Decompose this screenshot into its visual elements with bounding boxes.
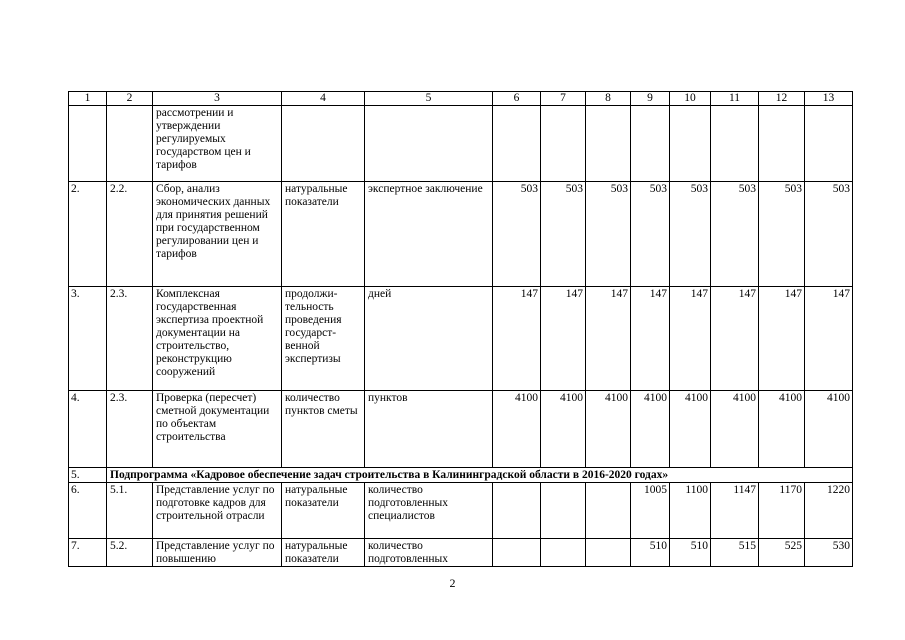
- value-cell: [493, 483, 541, 539]
- table-row: [69, 287, 853, 391]
- activity-name: Представление услуг по повышению: [153, 539, 282, 567]
- value-cell: 147: [759, 287, 805, 391]
- indicator: натуральные показатели: [282, 539, 365, 567]
- activity-code: 5.1.: [107, 483, 153, 539]
- column-number: 13: [805, 92, 853, 106]
- row-index: [69, 106, 107, 182]
- value-cell: 4100: [586, 391, 631, 468]
- value-cell: 525: [759, 539, 805, 567]
- value-cell: 1005: [631, 483, 670, 539]
- value-cell: [586, 483, 631, 539]
- value-cell: 147: [493, 287, 541, 391]
- value-cell: [541, 483, 586, 539]
- document-table: [68, 91, 853, 567]
- value-cell: [493, 539, 541, 567]
- row-index: 7.: [69, 539, 107, 567]
- value-cell: 503: [631, 182, 670, 287]
- value-cell: 147: [711, 287, 759, 391]
- activity-code: 5.2.: [107, 539, 153, 567]
- value-cell: 515: [711, 539, 759, 567]
- activity-name: Комплексная государственная экспертиза проектной документации на строительство, реконструкцию сооружений: [153, 287, 282, 391]
- value-cell: 510: [670, 539, 711, 567]
- row-index: 6.: [69, 483, 107, 539]
- indicator: [282, 106, 365, 182]
- table-row: [69, 483, 853, 539]
- value-cell: [541, 539, 586, 567]
- value-cell: 4100: [670, 391, 711, 468]
- section-row: [69, 468, 853, 483]
- unit: пунктов: [365, 391, 493, 468]
- value-cell: 147: [805, 287, 853, 391]
- activity-code: 2.3.: [107, 391, 153, 468]
- table-row-continuation: [69, 106, 853, 182]
- value-cell: 503: [493, 182, 541, 287]
- activity-code: [107, 106, 153, 182]
- activity-code: 2.3.: [107, 287, 153, 391]
- value-cell: 147: [541, 287, 586, 391]
- indicator: натуральные показатели: [282, 182, 365, 287]
- column-number: 8: [586, 92, 631, 106]
- value-cell: 4100: [541, 391, 586, 468]
- unit: экспертное заключение: [365, 182, 493, 287]
- value-cell: 147: [670, 287, 711, 391]
- value-cell: 503: [711, 182, 759, 287]
- column-number: 5: [365, 92, 493, 106]
- page-number: 2: [449, 576, 456, 590]
- column-number: 3: [153, 92, 282, 106]
- value-cell: 503: [759, 182, 805, 287]
- column-number: 4: [282, 92, 365, 106]
- activity-name: Представление услуг по подготовке кадров для строительной отрасли: [153, 483, 282, 539]
- value-cell: 147: [631, 287, 670, 391]
- column-number: 2: [107, 92, 153, 106]
- value-cell: 1147: [711, 483, 759, 539]
- value-cell: 503: [670, 182, 711, 287]
- indicator: натуральные показатели: [282, 483, 365, 539]
- table-row: [69, 391, 853, 468]
- value-cell: 147: [586, 287, 631, 391]
- column-number: 9: [631, 92, 670, 106]
- activity-name: Проверка (пересчет) сметной документации по объектам строительства: [153, 391, 282, 468]
- row-index: 3.: [69, 287, 107, 391]
- value-cell: 4100: [711, 391, 759, 468]
- column-number: 12: [759, 92, 805, 106]
- column-number: 6: [493, 92, 541, 106]
- value-cell: 1220: [805, 483, 853, 539]
- indicator: продолжи-тельность проведения государст-венной экспертизы: [282, 287, 365, 391]
- column-number: 10: [670, 92, 711, 106]
- value-cell: 503: [805, 182, 853, 287]
- row-index: 4.: [69, 391, 107, 468]
- value-cell: 503: [586, 182, 631, 287]
- table-row: [69, 182, 853, 287]
- unit: количество подготовленных: [365, 539, 493, 567]
- column-number: 1: [69, 92, 107, 106]
- row-index: 2.: [69, 182, 107, 287]
- activity-name: рассмотрении и утверждении регулируемых государством цен и тарифов: [153, 106, 282, 182]
- table-row: [69, 539, 853, 567]
- column-number: 11: [711, 92, 759, 106]
- unit: количество подготовленных специалистов: [365, 483, 493, 539]
- value-cell: 4100: [805, 391, 853, 468]
- activity-code: 2.2.: [107, 182, 153, 287]
- indicator: количество пунктов сметы: [282, 391, 365, 468]
- value-cell: 4100: [493, 391, 541, 468]
- value-cell: 510: [631, 539, 670, 567]
- value-cell: 1170: [759, 483, 805, 539]
- row-index: 5.: [69, 468, 107, 483]
- value-cell: [586, 539, 631, 567]
- unit: дней: [365, 287, 493, 391]
- activity-name: Сбор, анализ экономических данных для принятия решений при государственном регулировании цен и тарифов: [153, 182, 282, 287]
- unit: [365, 106, 493, 182]
- value-cell: 1100: [670, 483, 711, 539]
- column-number: 7: [541, 92, 586, 106]
- value-cell: 530: [805, 539, 853, 567]
- section-title: Подпрограмма «Кадровое обеспечение задач строительства в Калининградской области в 2016-2020 годах»: [107, 468, 853, 483]
- column-number-row: [69, 92, 853, 106]
- value-cell: 4100: [759, 391, 805, 468]
- value-cell: 503: [541, 182, 586, 287]
- value-cell: 4100: [631, 391, 670, 468]
